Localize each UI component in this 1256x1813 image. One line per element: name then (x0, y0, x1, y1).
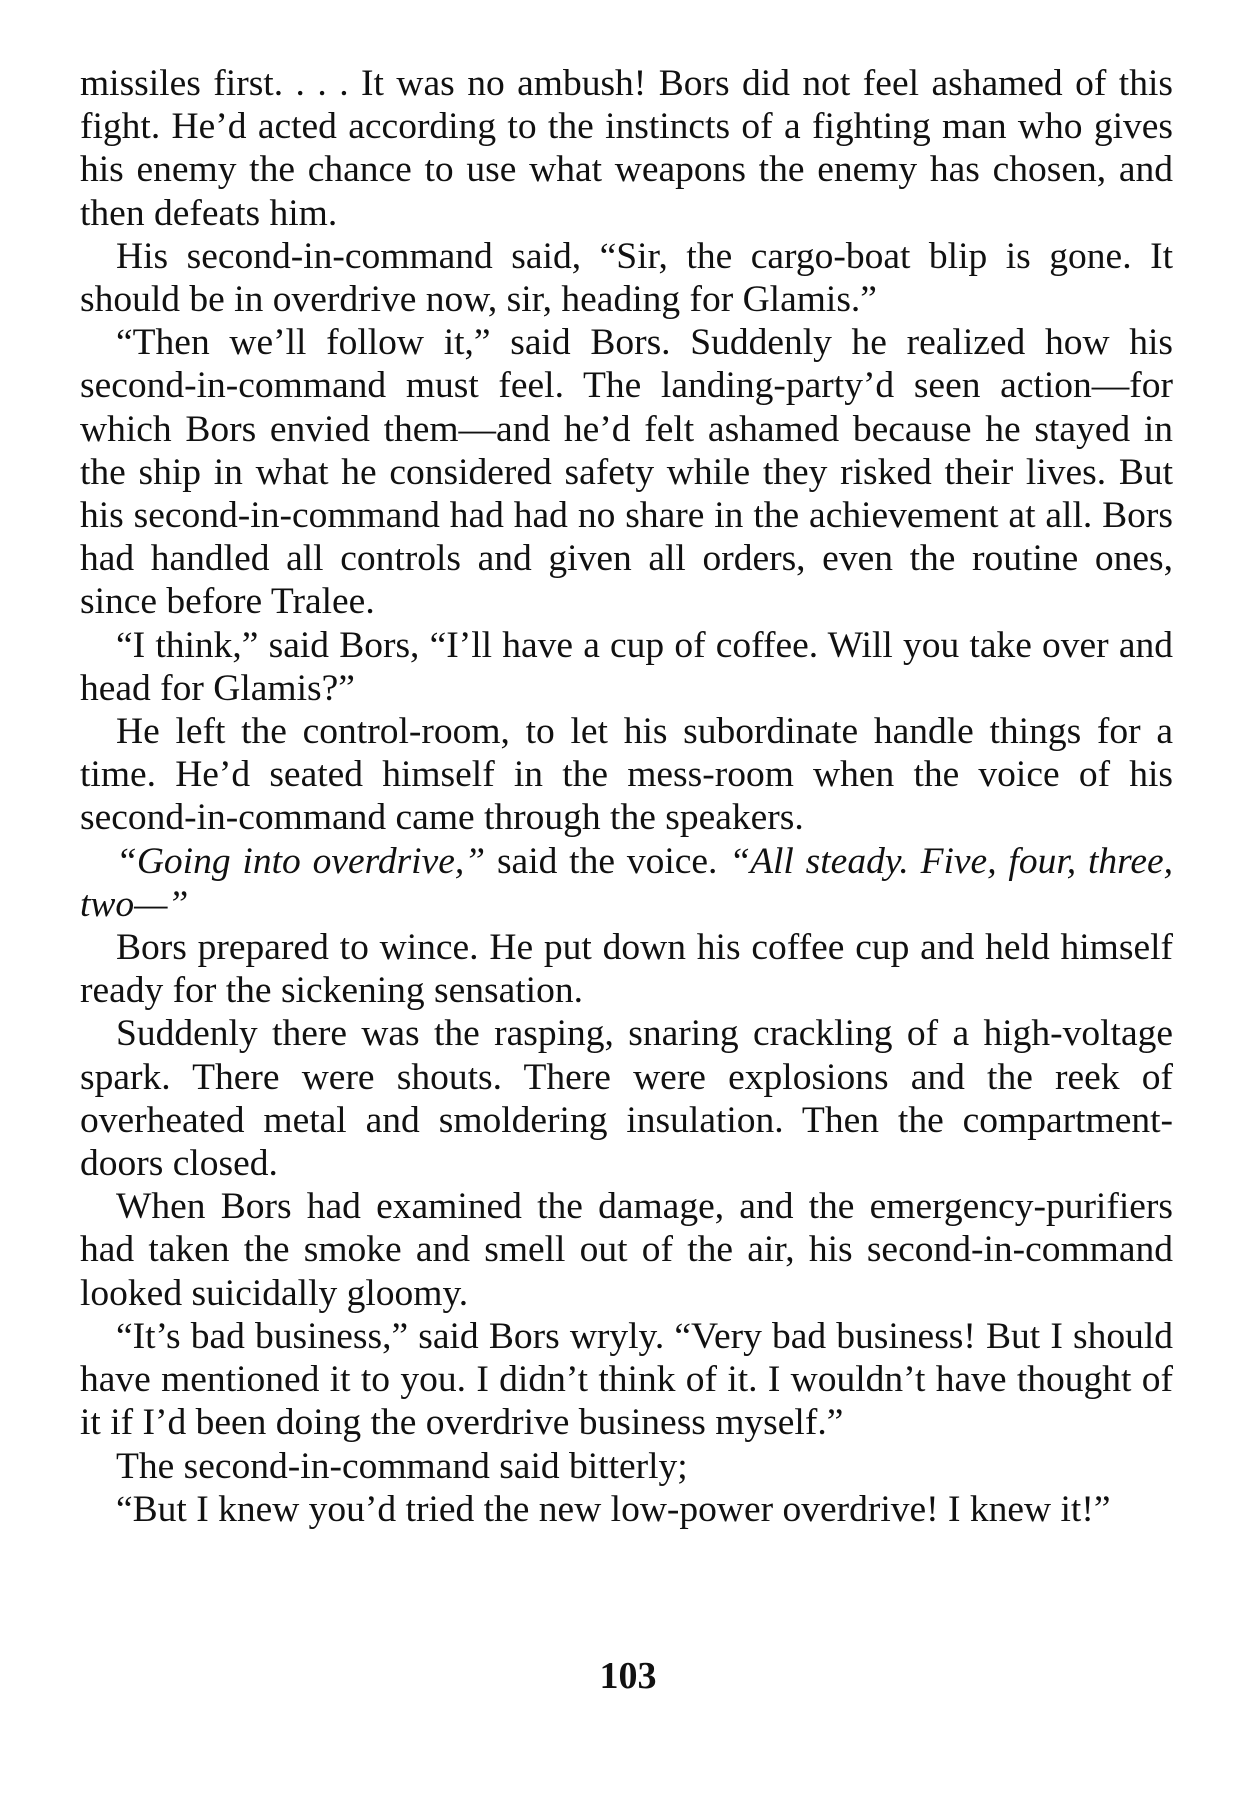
paragraph: “I think,” said Bors, “I’ll have a cup of coffee. Will you take over and head for Glamis?” (80, 624, 1173, 709)
body-text (80, 62, 1173, 1531)
paragraph: “Then we’ll follow it,” said Bors. Suddenly he realized how his second-in-command must feel. The landing-party’d seen action—for which Bors envied them—and he’d felt ashamed because he stayed in the ship in what he considered safety while they risked their lives. But his second-in-command had had no share in the achievement at all. Bors had handled all controls and given all orders, even the routine ones, since before Tralee. (80, 322, 1173, 623)
paragraph: “It’s bad business,” said Bors wryly. “Very bad business! But I should have mentioned it to you. I didn’t think of it. I wouldn’t have thought of it if I’d been doing the overdrive business myself.” (80, 1315, 1173, 1444)
paragraph: missiles first. . . . It was no ambush! Bors did not feel ashamed of this fight. He’d acted according to the instincts of a fighting man who gives his enemy the chance to use what weapons the enemy has chosen, and then defeats him. (80, 63, 1173, 234)
italic-speech-2: “All steady. Five, four, three, two—” (80, 840, 1173, 925)
page-number: 103 (599, 1655, 657, 1697)
paragraph-italic-speech (80, 840, 1173, 926)
paragraph: His second-in-command said, “Sir, the cargo-boat blip is gone. It should be in overdrive now, sir, heading for Glamis.” (80, 235, 1173, 321)
paragraph: Suddenly there was the rasping, snaring crackling of a high-voltage spark. There were shouts. There were explosions and the reek of overheated metal and smoldering insulation. Then the compartment-doors closed. (80, 1013, 1173, 1185)
paragraph: The second-in-command said bitterly; (116, 1445, 688, 1487)
speech-tag: said the voice. (485, 840, 730, 882)
paragraph: “But I knew you’d tried the new low-power overdrive! I knew it!” (116, 1488, 1111, 1530)
paragraph: Bors prepared to wince. He put down his coffee cup and held himself ready for the sickening sensation. (80, 927, 1173, 1012)
paragraph: When Bors had examined the damage, and the emergency-purifiers had taken the smoke and smell out of the air, his second-in-command looked suicidally gloomy. (80, 1186, 1173, 1314)
italic-speech-1: “Going into overdrive,” (116, 840, 486, 882)
paragraph: He left the control-room, to let his subordinate handle things for a time. He’d seated himself in the mess-room when the voice of his second-in-command came through the speakers. (80, 711, 1173, 839)
